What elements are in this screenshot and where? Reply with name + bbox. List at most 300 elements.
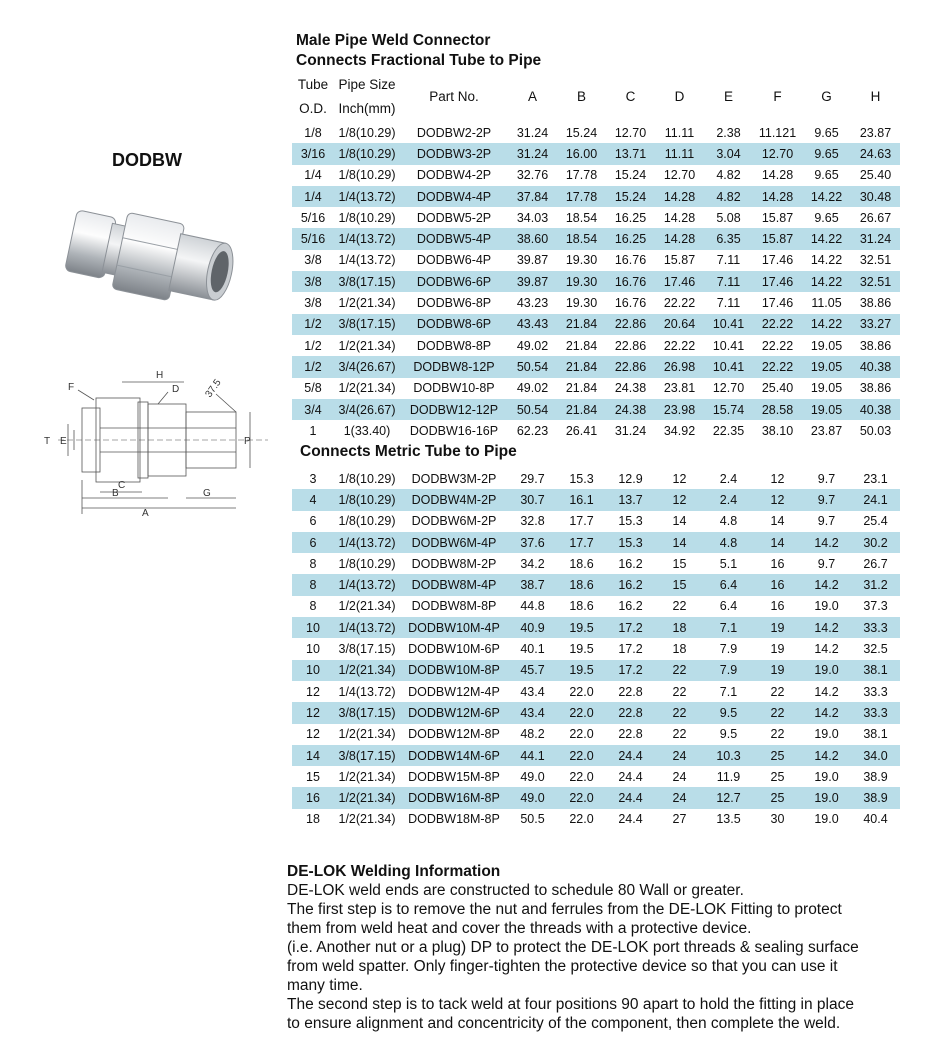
- cell-f: 14: [753, 532, 802, 553]
- cell-b: 19.5: [569, 642, 594, 657]
- cell-tube-od: 10: [292, 660, 334, 681]
- cell-part-no: DODBW5-4P: [400, 228, 508, 249]
- cell-f: 25: [753, 745, 802, 766]
- cell-a: 32.8: [520, 514, 545, 529]
- cell-tube-od: 5/8: [304, 381, 322, 396]
- cell-a: 49.02: [516, 381, 549, 396]
- cell-tube-od: 3/8: [304, 253, 322, 268]
- cell-h: 25.40: [859, 168, 892, 183]
- cell-pipe-size: 3/8(17.15): [334, 702, 400, 723]
- cell-c: 24.38: [606, 399, 655, 420]
- cell-e: 5.08: [716, 210, 741, 225]
- cell-d: 27: [672, 812, 687, 827]
- cell-e: 4.8: [719, 514, 738, 529]
- cell-tube-od: 1/8: [304, 125, 322, 140]
- cell-c: 13.71: [606, 143, 655, 164]
- cell-part-no: DODBW12M-8P: [408, 727, 500, 742]
- cell-c: 22.8: [618, 727, 643, 742]
- cell-c: 17.2: [606, 660, 655, 681]
- cell-c: 16.76: [614, 253, 647, 268]
- cell-b: 22.0: [569, 727, 594, 742]
- table-row: [292, 314, 900, 335]
- cell-c: 16.2: [618, 599, 643, 614]
- cell-b: 21.84: [557, 399, 606, 420]
- cell-f: 28.58: [753, 399, 802, 420]
- cell-h: 32.5: [863, 642, 888, 657]
- cell-e: 7.11: [716, 296, 741, 311]
- cell-h: 40.38: [851, 399, 900, 420]
- cell-f: 25: [753, 787, 802, 808]
- cell-g: 19.05: [810, 381, 843, 396]
- cell-part-no: DODBW3M-2P: [411, 471, 497, 486]
- cell-h: 23.87: [859, 125, 892, 140]
- cell-b: 17.78: [557, 186, 606, 207]
- cell-b: 19.5: [557, 617, 606, 638]
- cell-e: 5.1: [719, 556, 738, 571]
- cell-pipe-size: 1/2(21.34): [338, 381, 396, 396]
- cell-c: 15.24: [606, 186, 655, 207]
- cell-tube-od: 1/2: [292, 314, 334, 335]
- table-header: [292, 72, 900, 120]
- cell-d: 26.98: [655, 356, 704, 377]
- cell-h: 40.38: [851, 356, 900, 377]
- product-title: Male Pipe Weld Connector: [296, 32, 491, 49]
- cell-pipe-size: 1/4(13.72): [334, 574, 400, 595]
- cell-f: 25.40: [761, 381, 794, 396]
- table-row: [292, 271, 900, 292]
- cell-d: 34.92: [663, 423, 696, 438]
- cell-b: 19.30: [565, 253, 598, 268]
- cell-h: 50.03: [859, 423, 892, 438]
- cell-part-no: DODBW18M-8P: [408, 812, 500, 827]
- cell-part-no: DODBW8-8P: [416, 338, 492, 353]
- cell-c: 22.86: [606, 314, 655, 335]
- cell-tube-od: 12: [306, 684, 320, 699]
- cell-d: 18: [672, 642, 687, 657]
- cell-a: 50.54: [508, 356, 557, 377]
- cell-tube-od: 6: [309, 514, 317, 529]
- cell-b: 26.41: [565, 423, 598, 438]
- cell-tube-od: 1: [309, 423, 317, 438]
- table-row: [292, 165, 900, 186]
- fractional-subtitle: Connects Fractional Tube to Pipe: [296, 52, 542, 69]
- cell-tube-od: 8: [292, 574, 334, 595]
- cell-tube-od: 3: [309, 471, 317, 486]
- cell-e: 2.38: [716, 125, 741, 140]
- cell-part-no: DODBW3-2P: [400, 143, 508, 164]
- cell-a: 40.9: [508, 617, 557, 638]
- cell-g: 14.2: [802, 702, 851, 723]
- cell-b: 17.78: [565, 168, 598, 183]
- cell-h: 24.63: [851, 143, 900, 164]
- welding-line: DE-LOK weld ends are constructed to schedule 80 Wall or greater.: [287, 882, 744, 899]
- table-row: [292, 660, 900, 681]
- cell-b: 18.6: [569, 556, 594, 571]
- cell-b: 18.54: [557, 228, 606, 249]
- cell-e: 12.70: [712, 381, 745, 396]
- cell-f: 17.46: [761, 253, 794, 268]
- cell-tube-od: 10: [292, 617, 334, 638]
- cell-c: 16.76: [606, 271, 655, 292]
- cell-pipe-size: 1/8(10.29): [338, 471, 396, 486]
- cell-f: 22.22: [753, 356, 802, 377]
- cell-tube-od: 12: [306, 727, 320, 742]
- header-a: A: [527, 88, 537, 104]
- cell-d: 14: [655, 532, 704, 553]
- table-row: [292, 532, 900, 553]
- cell-pipe-size: 3/4(26.67): [334, 399, 400, 420]
- cell-pipe-size: 1/2(21.34): [338, 338, 396, 353]
- cell-h: 34.0: [851, 745, 900, 766]
- cell-part-no: DODBW12M-6P: [400, 702, 508, 723]
- cell-part-no: DODBW4M-2P: [400, 489, 508, 510]
- cell-g: 14.2: [814, 642, 839, 657]
- cell-a: 62.23: [516, 423, 549, 438]
- cell-pipe-size: 1/2(21.34): [338, 296, 396, 311]
- cell-g: 19.0: [814, 769, 839, 784]
- fractional-table: [292, 122, 900, 441]
- cell-h: 30.2: [851, 532, 900, 553]
- table-row: [292, 809, 900, 830]
- header-pipe: Pipe Size: [338, 76, 396, 92]
- cell-d: 12.70: [663, 168, 696, 183]
- cell-g: 19.05: [802, 399, 851, 420]
- cell-tube-od: 1/4: [304, 168, 322, 183]
- welding-line: them from weld heat and cover the threads with a protective device.: [287, 920, 752, 937]
- cell-part-no: DODBW10M-8P: [400, 660, 508, 681]
- cell-e: 6.35: [704, 228, 753, 249]
- cell-e: 9.5: [704, 702, 753, 723]
- cell-a: 29.7: [520, 471, 545, 486]
- table-row: [292, 702, 900, 723]
- cell-pipe-size: 1/4(13.72): [334, 186, 400, 207]
- cell-d: 11.11: [664, 125, 695, 140]
- cell-h: 38.86: [859, 381, 892, 396]
- table-row: [292, 143, 900, 164]
- cell-e: 7.9: [719, 642, 738, 657]
- cell-tube-od: 1/2: [292, 356, 334, 377]
- cell-part-no: DODBW14M-6P: [400, 745, 508, 766]
- cell-b: 15.3: [569, 471, 594, 486]
- cell-g: 14.2: [802, 574, 851, 595]
- header-g: G: [821, 88, 832, 104]
- label-e: E: [60, 436, 67, 447]
- cell-c: 22.86: [606, 356, 655, 377]
- cell-g: 9.7: [817, 471, 836, 486]
- cell-f: 30: [770, 812, 785, 827]
- cell-g: 23.87: [810, 423, 843, 438]
- cell-a: 49.0: [508, 787, 557, 808]
- cell-d: 12: [672, 471, 687, 486]
- label-b: B: [112, 488, 119, 499]
- cell-c: 15.3: [618, 514, 643, 529]
- cell-part-no: DODBW10-8P: [413, 381, 495, 396]
- table-row: [292, 122, 900, 143]
- cell-d: 14.28: [655, 186, 704, 207]
- cell-c: 12.9: [618, 471, 643, 486]
- cell-g: 19.0: [814, 812, 839, 827]
- cell-a: 31.24: [508, 143, 557, 164]
- cell-g: 14.22: [810, 253, 843, 268]
- cell-b: 19.5: [557, 660, 606, 681]
- cell-pipe-size: 1/2(21.34): [338, 599, 396, 614]
- cell-tube-od: 15: [306, 769, 320, 784]
- cell-a: 39.87: [508, 271, 557, 292]
- cell-a: 38.60: [508, 228, 557, 249]
- table-row: [292, 596, 900, 617]
- cell-c: 15.24: [614, 168, 647, 183]
- cell-h: 38.86: [859, 296, 892, 311]
- cell-tube-od: 8: [309, 556, 317, 571]
- cell-e: 7.1: [704, 617, 753, 638]
- cell-tube-od: 6: [292, 532, 334, 553]
- cell-a: 43.4: [520, 684, 545, 699]
- cell-a: 32.76: [516, 168, 549, 183]
- cell-g: 19.0: [802, 660, 851, 681]
- cell-d: 15: [672, 556, 687, 571]
- cell-c: 17.2: [618, 642, 643, 657]
- table-row: [292, 574, 900, 595]
- welding-line: to ensure alignment and concentricity of the component, then complete the weld.: [287, 1015, 841, 1032]
- table-row: [292, 745, 900, 766]
- table-row: [292, 553, 900, 574]
- cell-b: 17.7: [569, 514, 594, 529]
- cell-b: 15.24: [565, 125, 598, 140]
- table-row: [292, 356, 900, 377]
- table-row: [292, 399, 900, 420]
- cell-d: 22: [672, 727, 687, 742]
- cell-f: 22: [770, 727, 785, 742]
- cell-tube-od: 18: [306, 812, 320, 827]
- cell-h: 31.24: [851, 228, 900, 249]
- cell-f: 14.28: [753, 186, 802, 207]
- welding-line: The second step is to tack weld at four positions 90 apart to hold the fitting in place: [287, 996, 854, 1013]
- cell-a: 39.87: [516, 253, 549, 268]
- cell-a: 49.0: [520, 769, 545, 784]
- cell-pipe-size: 1/2(21.34): [334, 660, 400, 681]
- header-od: O.D.: [299, 100, 327, 116]
- cell-d: 22.22: [663, 296, 696, 311]
- cell-d: 22.22: [663, 338, 696, 353]
- header-e: E: [723, 88, 733, 104]
- cell-c: 22.86: [614, 338, 647, 353]
- cell-b: 22.0: [557, 702, 606, 723]
- cell-pipe-size: 3/8(17.15): [338, 642, 396, 657]
- cell-pipe-size: 1(33.40): [343, 423, 391, 438]
- cell-g: 14.22: [802, 228, 851, 249]
- welding-line: (i.e. Another nut or a plug) DP to protect the DE-LOK port threads & sealing surface: [287, 939, 859, 956]
- cell-c: 15.3: [606, 532, 655, 553]
- cell-g: 9.7: [817, 514, 836, 529]
- cell-part-no: DODBW12-12P: [400, 399, 508, 420]
- cell-f: 19: [753, 660, 802, 681]
- cell-a: 30.7: [508, 489, 557, 510]
- cell-c: 24.4: [606, 745, 655, 766]
- cell-c: 17.2: [606, 617, 655, 638]
- label-h: H: [156, 370, 164, 381]
- cell-pipe-size: 1/8(10.29): [338, 168, 396, 183]
- cell-a: 43.4: [508, 702, 557, 723]
- cell-a: 43.43: [508, 314, 557, 335]
- cell-c: 24.4: [606, 787, 655, 808]
- cell-part-no: DODBW6-4P: [416, 253, 492, 268]
- label-t: T: [44, 436, 51, 447]
- cell-g: 9.65: [814, 210, 839, 225]
- cell-b: 16.00: [557, 143, 606, 164]
- cell-g: 14.2: [802, 532, 851, 553]
- label-f: F: [68, 382, 75, 393]
- cell-e: 7.9: [704, 660, 753, 681]
- cell-tube-od: 3/8: [304, 296, 322, 311]
- cell-b: 17.7: [557, 532, 606, 553]
- cell-g: 14.22: [802, 314, 851, 335]
- cell-pipe-size: 1/8(10.29): [338, 514, 396, 529]
- cell-g: 14.22: [802, 186, 851, 207]
- cell-f: 19: [770, 642, 785, 657]
- table-row: [292, 250, 900, 271]
- cell-tube-od: 1/2: [304, 338, 322, 353]
- cell-g: 9.65: [814, 125, 839, 140]
- cell-h: 26.7: [863, 556, 888, 571]
- cell-h: 33.27: [851, 314, 900, 335]
- cell-a: 43.23: [516, 296, 549, 311]
- cell-b: 22.0: [557, 745, 606, 766]
- cell-b: 18.54: [565, 210, 598, 225]
- table-row: [292, 468, 900, 489]
- cell-pipe-size: 1/2(21.34): [338, 812, 396, 827]
- cell-e: 9.5: [719, 727, 738, 742]
- cell-f: 12: [770, 471, 785, 486]
- cell-h: 30.48: [851, 186, 900, 207]
- cell-tube-od: 14: [292, 745, 334, 766]
- cell-pipe-size: 1/2(21.34): [338, 769, 396, 784]
- cell-f: 22.22: [761, 338, 794, 353]
- cell-d: 22: [672, 599, 687, 614]
- cell-part-no: DODBW8M-4P: [400, 574, 508, 595]
- cell-f: 12: [753, 489, 802, 510]
- model-label: DODBW: [112, 150, 182, 170]
- cell-pipe-size: 1/2(21.34): [334, 787, 400, 808]
- cell-h: 37.3: [863, 599, 888, 614]
- cell-part-no: DODBW8M-8P: [411, 599, 497, 614]
- cell-a: 49.02: [516, 338, 549, 353]
- cell-b: 21.84: [557, 356, 606, 377]
- cell-d: 22: [655, 660, 704, 681]
- cell-f: 22.22: [753, 314, 802, 335]
- cell-a: 50.5: [520, 812, 545, 827]
- cell-d: 14: [672, 514, 687, 529]
- cell-tube-od: 12: [292, 702, 334, 723]
- label-c: C: [118, 480, 126, 491]
- cell-tube-od: 3/8: [292, 271, 334, 292]
- cell-e: 6.4: [704, 574, 753, 595]
- cell-part-no: DODBW5-2P: [416, 210, 492, 225]
- cell-g: 19.05: [810, 338, 843, 353]
- cell-h: 40.4: [863, 812, 888, 827]
- cell-tube-od: 5/16: [300, 210, 326, 225]
- cell-f: 38.10: [761, 423, 794, 438]
- header-b: B: [576, 88, 586, 104]
- cell-b: 18.6: [569, 599, 594, 614]
- dimension-drawing: [38, 368, 288, 518]
- cell-pipe-size: 1/8(10.29): [338, 556, 396, 571]
- header-tube: Tube: [297, 76, 329, 92]
- cell-h: 38.1: [863, 727, 888, 742]
- cell-part-no: DODBW6-6P: [400, 271, 508, 292]
- cell-h: 32.51: [859, 253, 892, 268]
- cell-f: 19: [753, 617, 802, 638]
- cell-g: 19.05: [802, 356, 851, 377]
- welding-info: [287, 862, 907, 1033]
- cell-f: 14.28: [761, 168, 794, 183]
- cell-part-no: DODBW8-6P: [400, 314, 508, 335]
- cell-pipe-size: 1/8(10.29): [334, 489, 400, 510]
- cell-part-no: DODBW8-12P: [400, 356, 508, 377]
- cell-f: 25: [770, 769, 785, 784]
- cell-pipe-size: 1/8(10.29): [338, 125, 396, 140]
- cell-e: 11.9: [716, 769, 741, 784]
- cell-g: 14.2: [802, 617, 851, 638]
- cell-h: 33.3: [851, 617, 900, 638]
- cell-a: 34.2: [520, 556, 545, 571]
- cell-e: 12.7: [704, 787, 753, 808]
- cell-f: 16: [770, 599, 785, 614]
- cell-pipe-size: 1/8(10.29): [338, 210, 396, 225]
- cell-g: 19.0: [814, 599, 839, 614]
- cell-h: 38.1: [851, 660, 900, 681]
- cell-f: 17.46: [753, 271, 802, 292]
- cell-b: 21.84: [565, 381, 598, 396]
- cell-c: 16.2: [606, 574, 655, 595]
- table-row: [292, 638, 900, 659]
- cell-f: 16: [770, 556, 785, 571]
- table-row: [292, 335, 900, 356]
- cell-e: 3.04: [704, 143, 753, 164]
- cell-c: 22.8: [618, 684, 643, 699]
- cell-a: 44.1: [508, 745, 557, 766]
- cell-h: 38.86: [859, 338, 892, 353]
- cell-c: 16.76: [614, 296, 647, 311]
- cell-f: 22: [770, 684, 785, 699]
- cell-pipe-size: 1/4(13.72): [334, 617, 400, 638]
- cell-h: 38.9: [851, 787, 900, 808]
- cell-b: 19.30: [565, 296, 598, 311]
- cell-part-no: DODBW4-4P: [400, 186, 508, 207]
- cell-c: 12.70: [614, 125, 647, 140]
- cell-a: 40.1: [520, 642, 545, 657]
- cell-pipe-size: 3/8(17.15): [334, 271, 400, 292]
- cell-f: 15.87: [761, 210, 794, 225]
- welding-line: many time.: [287, 977, 363, 994]
- cell-d: 24: [655, 787, 704, 808]
- cell-pipe-size: 1/4(13.72): [338, 684, 396, 699]
- cell-a: 44.8: [520, 599, 545, 614]
- cell-e: 2.4: [704, 489, 753, 510]
- table-row: [292, 489, 900, 510]
- header-h: H: [870, 88, 881, 104]
- cell-f: 14: [770, 514, 785, 529]
- cell-tube-od: 16: [292, 787, 334, 808]
- header-inch-mm: Inch(mm): [338, 100, 396, 116]
- cell-g: 11.05: [811, 296, 842, 311]
- header-part-no: Part No.: [429, 88, 479, 104]
- header-c: C: [625, 88, 636, 104]
- cell-h: 33.3: [863, 684, 888, 699]
- cell-e: 15.74: [704, 399, 753, 420]
- cell-e: 7.1: [719, 684, 738, 699]
- cell-d: 12: [655, 489, 704, 510]
- cell-part-no: DODBW16M-8P: [400, 787, 508, 808]
